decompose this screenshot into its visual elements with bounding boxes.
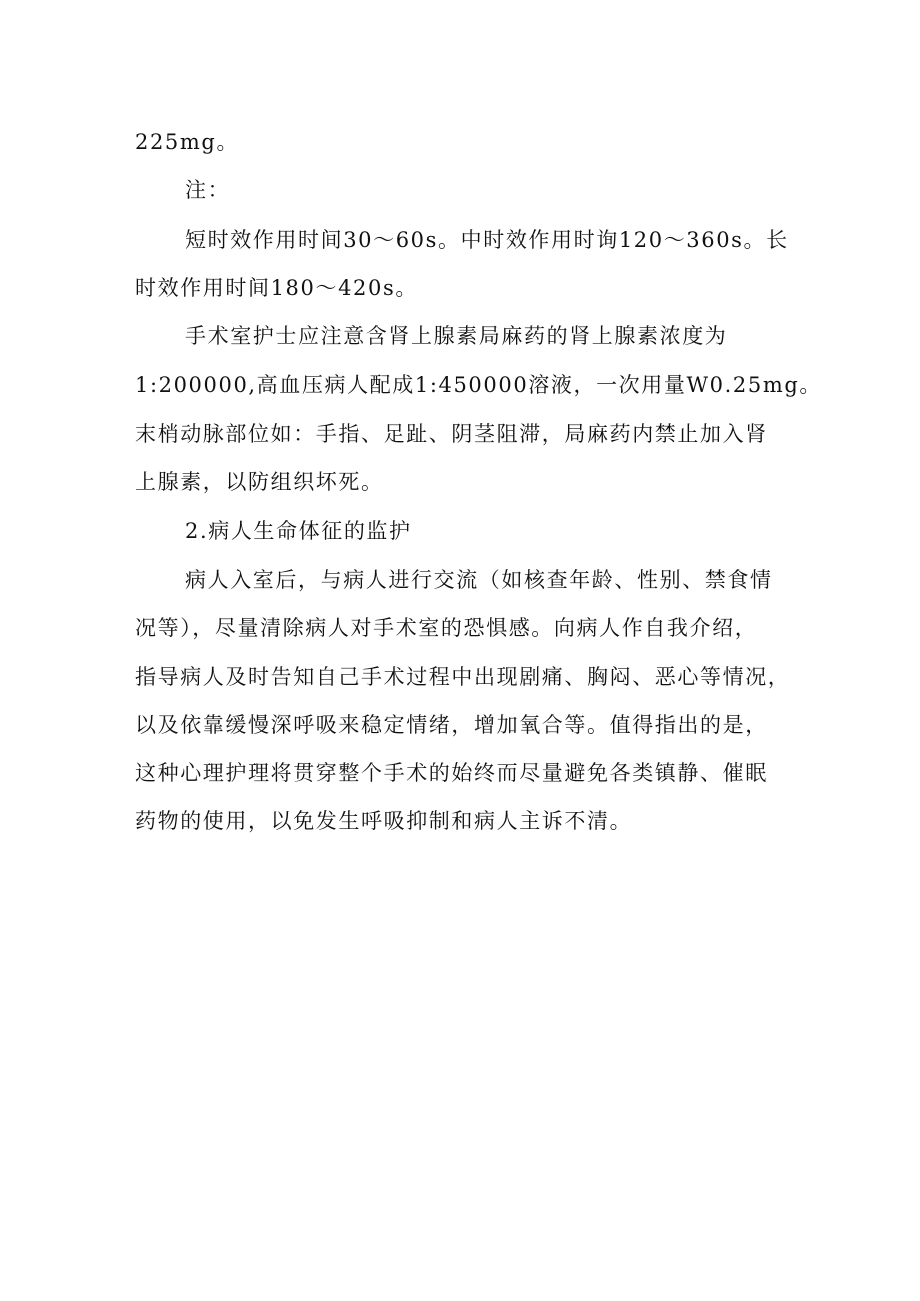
text-line-monitoring-2: 况等），尽量清除病人对手术室的恐惧感。向病人作自我介绍， — [135, 616, 758, 640]
text-line-epinephrine-2: 1:200000,高血压病人配成1:450000溶液，一次用量W0.25mg。 — [135, 373, 822, 397]
text-line-epinephrine-4: 上腺素，以防组织坏死。 — [135, 470, 384, 494]
text-line-duration-2: 时效作用时间180～420s。 — [135, 276, 418, 300]
section-heading: 2.病人生命体征的监护 — [185, 519, 412, 543]
text-line-duration-1: 短时效作用时间30～60s。中时效作用时询120～360s。长 — [185, 228, 789, 252]
text-line-monitoring-5: 这种心理护理将贯穿整个手术的始终而尽量避免各类镇静、催眠 — [135, 761, 768, 785]
text-line-dosage-unit: 225mg。 — [135, 130, 240, 154]
text-line-monitoring-4: 以及依靠缓慢深呼吸来稳定情绪，增加氧合等。值得指出的是， — [135, 713, 768, 737]
text-line-monitoring-3: 指导病人及时告知自己手术过程中出现剧痛、胸闷、恶心等情况， — [135, 665, 791, 689]
note-heading: 注： — [185, 178, 231, 202]
text-line-monitoring-1: 病人入室后，与病人进行交流（如核查年龄、性别、禁食情 — [185, 568, 773, 592]
text-line-monitoring-6: 药物的使用，以免发生呼吸抑制和病人主诉不清。 — [135, 809, 633, 833]
text-line-epinephrine-1: 手术室护士应注意含肾上腺素局麻药的肾上腺素浓度为 — [185, 324, 728, 348]
text-line-epinephrine-3: 末梢动脉部位如：手指、足趾、阴茎阻滞，局麻药内禁止加入肾 — [135, 422, 768, 446]
